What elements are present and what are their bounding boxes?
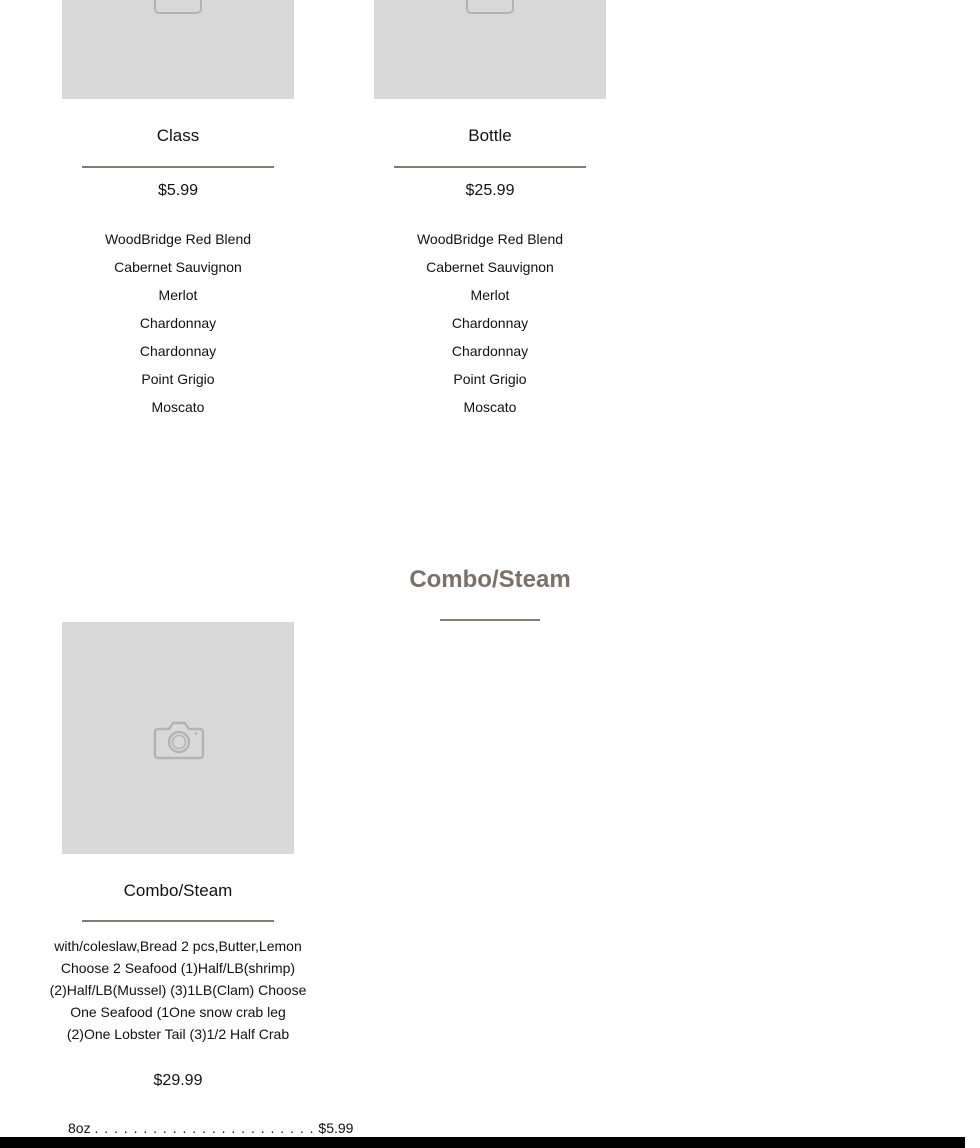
camera-icon xyxy=(154,720,204,760)
combo-card-image xyxy=(62,622,294,854)
bottom-bar xyxy=(0,1137,965,1148)
list-item: Moscato xyxy=(151,399,205,415)
bottle-card-title: Bottle xyxy=(468,126,512,145)
combo-card-description: with/coleslaw,Bread 2 pcs,Butter,Lemon Choose 2 Seafood (1)Half/LB(shrimp) (2)Half/LB(Mussel) (3)1LB(Clam) Choose One Seafood (1One snow crab leg (2)One Lobster Tail (3)1/2 Half Crab xyxy=(49,938,307,1042)
list-item: Cabernet Sauvignon xyxy=(426,259,554,275)
camera-icon xyxy=(466,0,514,14)
list-item: Cabernet Sauvignon xyxy=(114,259,242,275)
size-dots: . . . . . . . . . . . . . . . . . . . . . . . xyxy=(94,1120,315,1136)
section-divider xyxy=(440,619,540,621)
class-card-title: Class xyxy=(156,126,200,145)
size-price-row xyxy=(68,1120,354,1136)
list-item: Chardonnay xyxy=(451,315,529,331)
combo-card-price: $29.99 xyxy=(153,1072,203,1089)
bottle-card-divider xyxy=(394,166,586,168)
list-item: WoodBridge Red Blend xyxy=(416,231,564,247)
list-item: Point Grigio xyxy=(141,371,215,387)
class-wine-list xyxy=(62,225,294,421)
class-card-price: $5.99 xyxy=(157,182,199,199)
size-price: $5.99 xyxy=(318,1120,354,1136)
class-card-divider xyxy=(82,166,274,168)
list-item: Merlot xyxy=(470,287,510,303)
list-item: Chardonnay xyxy=(139,315,217,331)
camera-icon xyxy=(154,0,202,14)
bottle-card-image xyxy=(374,0,606,99)
list-item: Chardonnay xyxy=(451,343,529,359)
class-card-image xyxy=(62,0,294,99)
size-label: 8oz xyxy=(68,1120,91,1136)
list-item: Merlot xyxy=(158,287,198,303)
list-item: Chardonnay xyxy=(139,343,217,359)
bottle-card-price: $25.99 xyxy=(465,182,515,199)
section-title: Combo/Steam xyxy=(409,566,571,593)
list-item: WoodBridge Red Blend xyxy=(104,231,252,247)
combo-card-divider xyxy=(82,920,274,922)
list-item: Moscato xyxy=(463,399,517,415)
combo-card-title: Combo/Steam xyxy=(123,881,233,900)
list-item: Point Grigio xyxy=(453,371,527,387)
bottle-wine-list xyxy=(374,225,606,421)
